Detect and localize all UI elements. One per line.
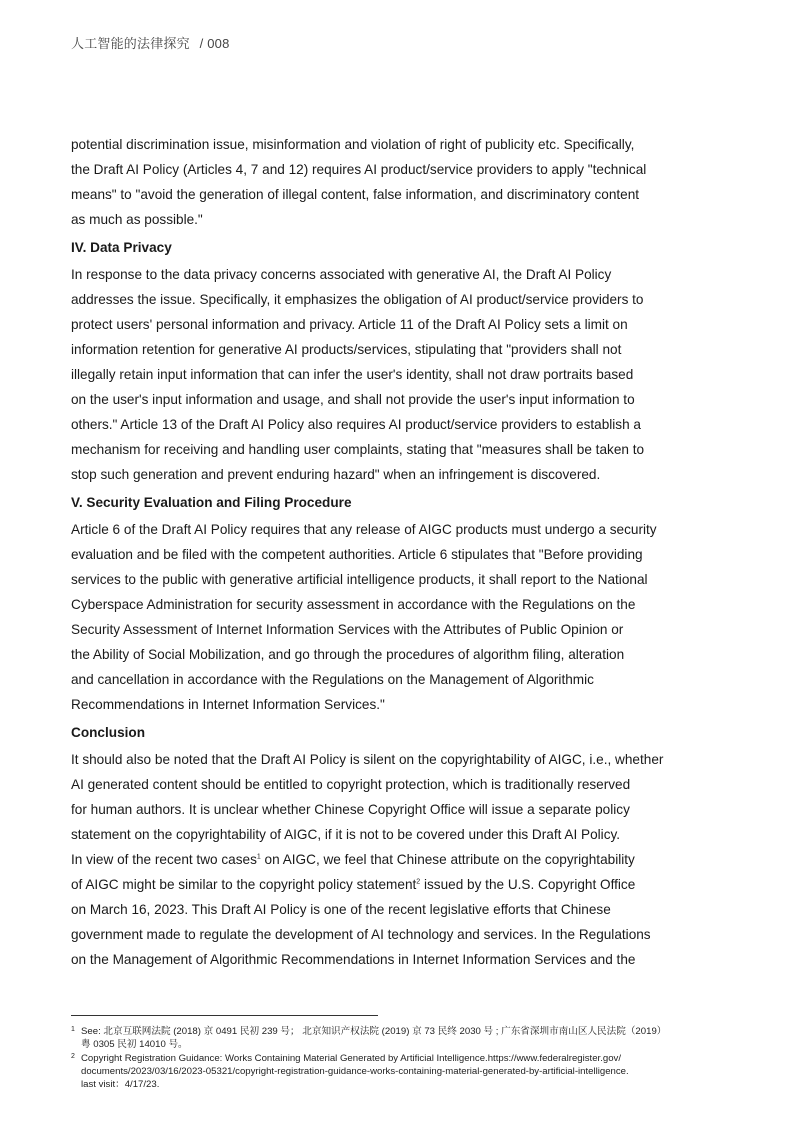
paragraph-conclusion: It should also be noted that the Draft AI Policy is silent on the copyrightability of AIGC, i.e., whether AI generated content should be entitled to copyright protection, which is traditionally reserved for human authors. It is unclear whether Chinese Copyright Office will issue a separate policy statement on the copyrightability of AIGC, if it is not to be covered under this Draft AI Policy.	[71, 752, 664, 842]
footnote-ref-2[interactable]: 2	[416, 878, 421, 886]
running-header	[71, 33, 230, 52]
footnote-divider	[71, 1015, 378, 1016]
paragraph-security-evaluation: Article 6 of the Draft AI Policy requires that any release of AIGC products must undergo a security evaluation and be filed with the competent authorities. Article 6 stipulates that "Before providing services to the public with generative artificial intelligence products, it shall report to the National Cyberspace Administration for security assessment in accordance with the Regulations on the Security Assessment of Internet Information Services with the Attributes of Public Opinion or the Ability of Social Mobilization, and go through the procedures of algorithm filing, alteration and cancellation in accordance with the Regulations on the Management of Algorithmic Recommendations in Internet Information Services."	[71, 522, 657, 712]
footnote-2	[71, 1052, 701, 1091]
heading-data-privacy: IV. Data Privacy	[71, 240, 172, 255]
recent-cases-text-c: issued by the U.S. Copyright Office on March 16, 2023. This Draft AI Policy is one of the recent legislative efforts that Chinese government made to regulate the development of AI technology and services. In the Regulations on the Management of Algorithmic Recommendations in Internet Information Services and the	[71, 877, 651, 967]
heading-security-evaluation: V. Security Evaluation and Filing Procedure	[71, 495, 352, 510]
footnote-1	[71, 1025, 701, 1051]
paragraph-discrimination: potential discrimination issue, misinformation and violation of right of publicity etc. Specifically, the Draft AI Policy (Articles 4, 7 and 12) requires AI product/service providers to apply "technical means" to "avoid the generation of illegal content, false information, and discriminatory content as much as possible."	[71, 137, 647, 227]
footnotes	[71, 1025, 701, 1092]
footnote-ref-1[interactable]: 1	[256, 853, 261, 861]
footnote-text: See: 北京互联网法院 (2018) 京 0491 民初 239 号； 北京知识产权法院 (2019) 京 73 民终 2030 号 ; 广东省深圳市南山区人民法院（2019） 粤 0305 民初 14010 号。	[81, 1026, 667, 1050]
footnote-text: Copyright Registration Guidance: Works Containing Material Generated by Artificial Intelligence.https://www.federalregister.gov/ documents/2023/03/16/2023-05321/copyright-registration-guidance-works-containing-material-generated-by-artificial-intelligence. last visit：4/17/23.	[81, 1053, 629, 1090]
page-number: / 008	[199, 36, 230, 51]
recent-cases-text-a: In view of the recent two cases	[71, 852, 257, 867]
heading-conclusion: Conclusion	[71, 725, 146, 740]
recent-cases-text-b: on AIGC, we feel that Chinese attribute on the copyrightability of AIGC might be similar to the copyright policy statement	[71, 852, 635, 892]
paragraph-recent-cases	[71, 847, 691, 972]
footnote-number: 1	[71, 1026, 75, 1033]
page-body	[71, 132, 691, 972]
footnote-number: 2	[71, 1053, 75, 1060]
running-title: 人工智能的法律探究	[71, 36, 190, 51]
paragraph-data-privacy: In response to the data privacy concerns associated with generative AI, the Draft AI Policy addresses the issue. Specifically, it emphasizes the obligation of AI product/service providers to protect users' personal information and privacy. Article 11 of the Draft AI Policy sets a limit on information retention for generative AI products/services, stipulating that "providers shall not illegally retain input information that can infer the user's identity, shall not draw portraits based on the user's input information and usage, and shall not provide the user's input information to others." Article 13 of the Draft AI Policy also requires AI product/service providers to establish a mechanism for receiving and handling user complaints, stating that "measures shall be taken to stop such generation and prevent enduring hazard" when an infringement is discovered.	[71, 267, 645, 482]
